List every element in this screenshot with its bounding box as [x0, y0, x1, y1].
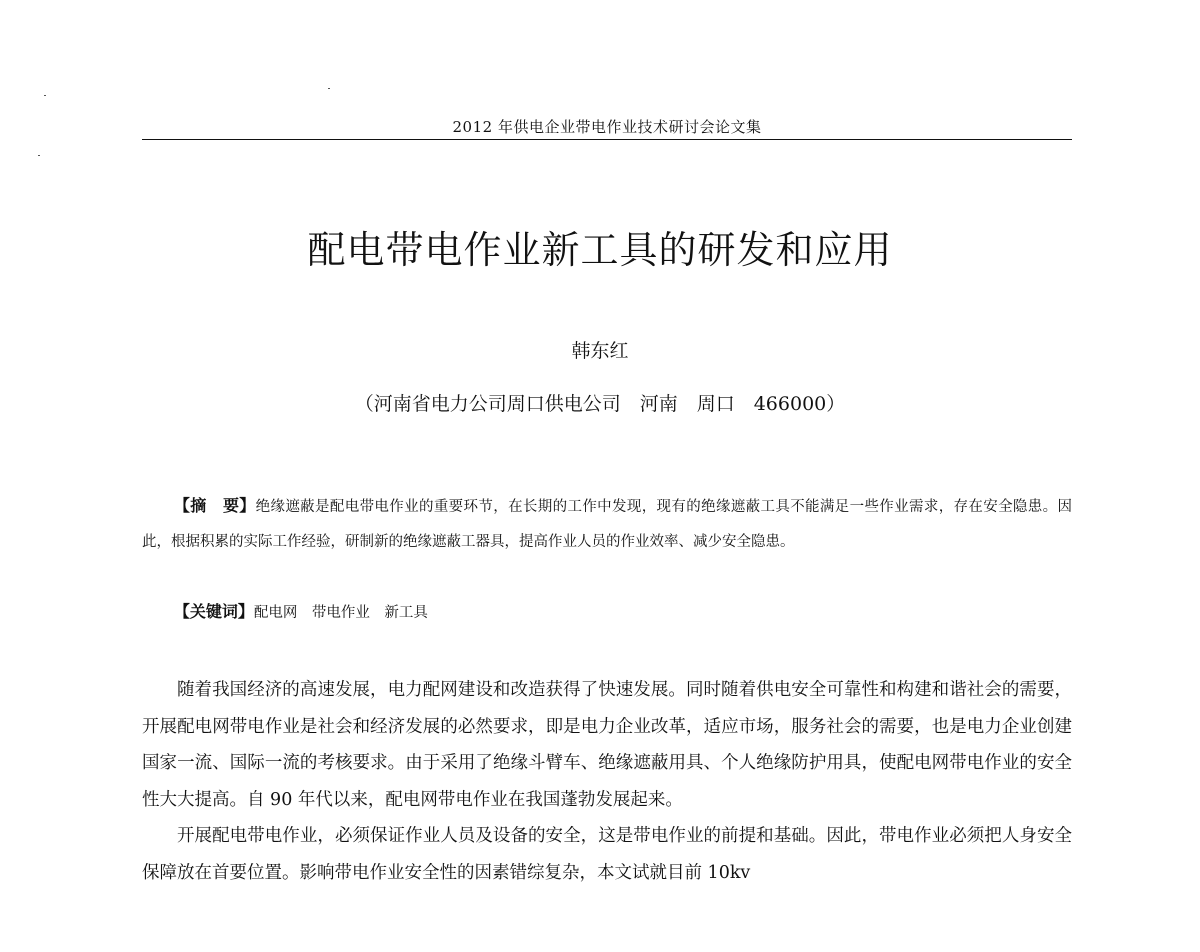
paper-title: 配电带电作业新工具的研发和应用 — [307, 228, 893, 272]
body-paragraph: 随着我国经济的高速发展，电力配网建设和改造获得了快速发展。同时随着供电安全可靠性和构建和谐社会的需要，开展配电网带电作业是社会和经济发展的必然要求，即是电力企业改革，适应市场，服务社会的需要，也是电力企业创建国家一流、国际一流的考核要求。由于采用了绝缘斗臂车、绝缘遮蔽用具、个人绝缘防护用具，使配电网带电作业的安全性大大提高。自 90 年代以来，配电网带电作业在我国蓬勃发展起来。 — [142, 680, 1072, 810]
scan-speck — [44, 95, 46, 96]
scan-speck — [38, 155, 40, 156]
abstract-text: 绝缘遮蔽是配电带电作业的重要环节，在长期的工作中发现，现有的绝缘遮蔽工具不能满足一些作业需求，存在安全隐患。因此，根据积累的实际工作经验，研制新的绝缘遮蔽工器具，提高作业人员的作业效率、减少安全隐患。 — [142, 499, 1072, 550]
keywords — [142, 597, 1104, 628]
header-rule — [142, 139, 1072, 140]
running-header: 2012 年供电企业带电作业技术研讨会论文集 — [452, 118, 762, 136]
keywords-label: 【关键词】 — [173, 602, 254, 621]
body-text — [142, 672, 1072, 892]
abstract-label: 【摘 要】 — [173, 496, 256, 515]
scan-speck — [328, 88, 330, 89]
author-name: 韩东红 — [571, 340, 629, 362]
body-paragraph: 开展配电带电作业，必须保证作业人员及设备的安全，这是带电作业的前提和基础。因此，带电作业必须把人身安全保障放在首要位置。影响带电作业安全性的因素错综复杂，本文试就目前 10kv — [142, 826, 1072, 883]
author-affiliation: （河南省电力公司周口供电公司 河南 周口 466000） — [354, 393, 846, 415]
abstract — [142, 488, 1072, 560]
keywords-text: 配电网 带电作业 新工具 — [253, 605, 428, 621]
